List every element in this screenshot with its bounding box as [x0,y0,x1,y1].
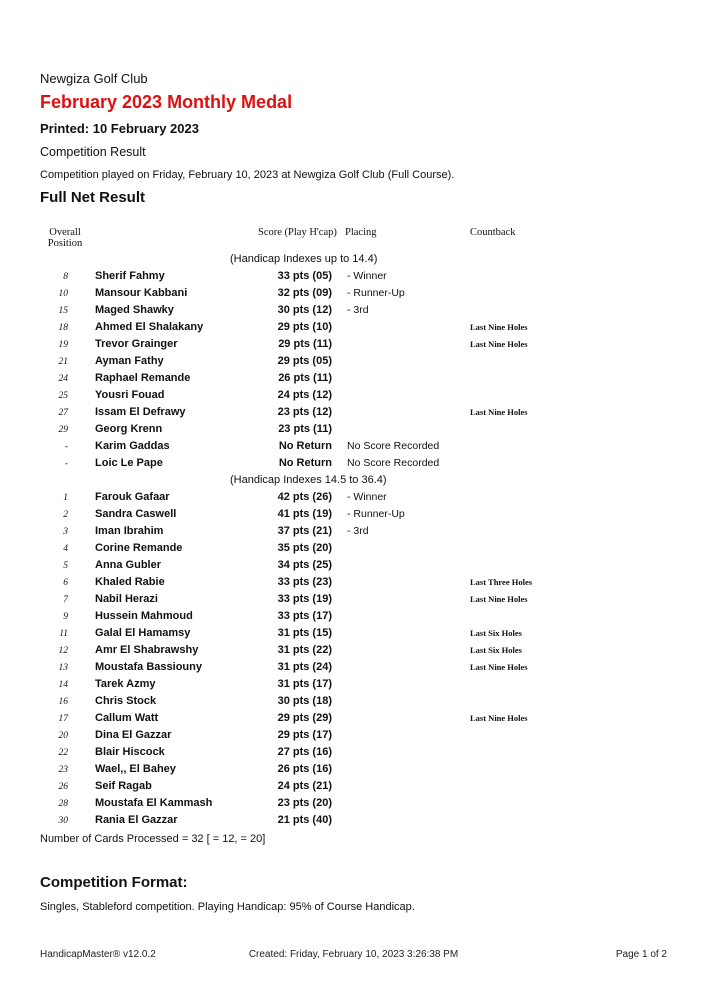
countback-value: Last Nine Holes [470,322,528,332]
score-value: 31 pts (17) [277,678,332,690]
player-name: Issam El Defrawy [95,406,186,418]
overall-position: 8 [63,272,68,282]
player-name: Rania El Gazzar [95,814,178,826]
countback-value: Last Nine Holes [470,662,528,672]
score-value: 29 pts (17) [277,729,332,741]
score-value: No Return [278,440,332,452]
overall-position: 24 [58,374,68,384]
player-name: Karim Gaddas [95,440,170,452]
player-name: Moustafa Bassiouny [95,661,202,673]
countback-value: Last Nine Holes [470,594,528,604]
overall-position: 22 [58,748,68,758]
player-name: Georg Krenn [95,423,163,435]
score-value: 37 pts (21) [277,525,332,537]
score-value: 29 pts (11) [278,338,332,350]
table-row [0,744,707,761]
overall-position: 19 [58,340,68,350]
player-name: Tarek Azmy [95,678,156,690]
player-name: Galal El Hamamsy [95,627,191,639]
overall-position: 21 [58,357,68,367]
score-value: 29 pts (29) [277,712,332,724]
placing-value: - Runner-Up [347,508,405,520]
table-row [0,421,707,438]
overall-position: - [64,459,68,469]
player-name: Moustafa El Kammash [95,797,213,809]
table-row [0,302,707,319]
countback-value: Last Nine Holes [470,407,528,417]
player-name: Ayman Fathy [95,355,164,367]
player-name: Hussein Mahmoud [95,610,193,622]
player-name: Wael,, El Bahey [95,763,176,775]
handicap-group-label: (Handicap Indexes 14.5 to 36.4) [230,474,387,486]
score-value: 26 pts (16) [277,763,332,775]
player-name: Mansour Kabbani [95,287,188,299]
table-row [0,455,707,472]
countback-value: Last Nine Holes [470,339,528,349]
overall-position: 6 [63,578,68,588]
countback-value: Last Nine Holes [470,713,528,723]
score-value: 30 pts (12) [277,304,332,316]
table-row [0,727,707,744]
full-net-result-heading: Full Net Result [40,189,146,206]
placing-value: - 3rd [347,525,369,537]
table-row [0,353,707,370]
footer-page-number: Page 1 of 2 [615,949,667,960]
table-row [0,336,707,353]
table-row [0,591,707,608]
player-name: Yousri Fouad [95,389,165,401]
placing-value: - Winner [347,270,387,282]
player-name: Seif Ragab [95,780,152,792]
overall-position: 7 [63,595,68,605]
table-row [0,387,707,404]
placing-value: - Runner-Up [347,287,405,299]
player-name: Maged Shawky [95,304,174,316]
table-row [0,608,707,625]
competition-result-label: Competition Result [40,145,146,159]
column-header-placing: Placing [345,227,377,238]
table-row [0,642,707,659]
placing-value: - 3rd [347,304,369,316]
score-value: 21 pts (40) [277,814,332,826]
score-value: 24 pts (21) [277,780,332,792]
player-name: Callum Watt [95,712,159,724]
overall-position: 11 [59,629,68,639]
competition-format-text: Singles, Stableford competition. Playing Handicap: 95% of Course Handicap. [40,901,415,913]
overall-position: 20 [58,731,68,741]
score-value: 26 pts (11) [278,372,332,384]
player-name: Anna Gubler [95,559,162,571]
table-row [0,489,707,506]
countback-value: Last Six Holes [470,628,522,638]
score-value: 31 pts (24) [277,661,332,673]
score-value: 34 pts (25) [277,559,332,571]
table-row [0,812,707,829]
score-value: 29 pts (05) [277,355,332,367]
score-value: 33 pts (23) [277,576,332,588]
table-row [0,795,707,812]
table-row [0,676,707,693]
table-column-headers [0,227,707,251]
player-name: Raphael Remande [95,372,191,384]
player-name: Blair Hiscock [95,746,165,758]
overall-position: 15 [58,306,68,316]
overall-position: 28 [58,799,68,809]
player-name: Amr El Shabrawshy [95,644,199,656]
table-row [0,506,707,523]
player-name: Dina El Gazzar [95,729,172,741]
score-value: 30 pts (18) [277,695,332,707]
countback-value: Last Six Holes [470,645,522,655]
overall-position: 16 [58,697,68,707]
table-row [0,693,707,710]
score-value: 31 pts (22) [277,644,332,656]
footer-app-version: HandicapMaster® v12.0.2 [40,949,156,960]
table-row [0,370,707,387]
player-name: Sandra Caswell [95,508,177,520]
score-value: 41 pts (19) [277,508,332,520]
table-row [0,319,707,336]
score-value: 32 pts (09) [277,287,332,299]
overall-position: 23 [58,765,68,775]
score-value: 23 pts (12) [277,406,332,418]
results-table-body [0,251,707,829]
overall-position: - [64,442,68,452]
player-name: Farouk Gafaar [95,491,170,503]
overall-position: 18 [58,323,68,333]
score-value: 33 pts (17) [277,610,332,622]
countback-value: Last Three Holes [470,577,533,587]
overall-position: 5 [63,561,68,571]
table-row [0,268,707,285]
score-value: 29 pts (10) [277,321,332,333]
player-name: Khaled Rabie [95,576,165,588]
column-header-score: Score (Play H'cap) [258,227,337,238]
table-row [0,557,707,574]
overall-position: 9 [63,612,68,622]
table-row [0,659,707,676]
score-value: 23 pts (20) [277,797,332,809]
table-row [0,710,707,727]
table-row [0,404,707,421]
overall-position: 2 [63,510,68,520]
table-row [0,574,707,591]
overall-position: 3 [63,527,68,537]
overall-position: 25 [58,391,68,401]
overall-position: 10 [58,289,68,299]
column-header-countback: Countback [470,227,516,238]
column-header-position-line2: Position [47,238,83,249]
overall-position: 27 [58,408,68,418]
placing-value: No Score Recorded [347,457,440,469]
column-header-position [44,227,86,249]
overall-position: 13 [58,663,68,673]
overall-position: 12 [58,646,68,656]
score-value: 33 pts (19) [277,593,332,605]
table-row [0,523,707,540]
report-title: February 2023 Monthly Medal [40,92,293,112]
table-row [0,625,707,642]
competition-description: Competition played on Friday, February 10, 2023 at Newgiza Golf Club (Full Course). [40,169,455,181]
table-row [0,540,707,557]
footer-created-timestamp: Created: Friday, February 10, 2023 3:26:38 PM [248,949,459,960]
overall-position: 30 [58,816,68,826]
player-name: Trevor Grainger [95,338,178,350]
score-value: No Return [278,457,332,469]
club-name: Newgiza Golf Club [40,71,148,86]
competition-format-heading: Competition Format: [40,874,188,891]
score-value: 31 pts (15) [277,627,332,639]
overall-position: 4 [63,544,68,554]
player-name: Ahmed El Shalakany [95,321,204,333]
player-name: Chris Stock [95,695,157,707]
table-row [0,438,707,455]
placing-value: - Winner [347,491,387,503]
overall-position: 14 [58,680,68,690]
placing-value: No Score Recorded [347,440,440,452]
overall-position: 26 [58,782,68,792]
page-footer [0,949,707,963]
column-header-position-line1: Overall [49,227,81,238]
score-value: 33 pts (05) [277,270,332,282]
overall-position: 17 [58,714,68,724]
overall-position: 29 [58,425,68,435]
score-value: 24 pts (12) [277,389,332,401]
player-name: Nabil Herazi [95,593,158,605]
table-row [0,761,707,778]
player-name: Sherif Fahmy [95,270,165,282]
player-name: Iman Ibrahim [95,525,164,537]
score-value: 23 pts (11) [278,423,332,435]
player-name: Corine Remande [95,542,183,554]
table-row [0,285,707,302]
score-value: 35 pts (20) [277,542,332,554]
handicap-group-label: (Handicap Indexes up to 14.4) [230,253,378,265]
cards-processed-summary: Number of Cards Processed = 32 [ = 12, = 20] [40,833,266,845]
overall-position: 1 [63,493,68,503]
table-row [0,778,707,795]
printed-date: Printed: 10 February 2023 [40,121,199,136]
player-name: Loic Le Pape [95,457,163,469]
score-value: 27 pts (16) [277,746,332,758]
score-value: 42 pts (26) [277,491,332,503]
